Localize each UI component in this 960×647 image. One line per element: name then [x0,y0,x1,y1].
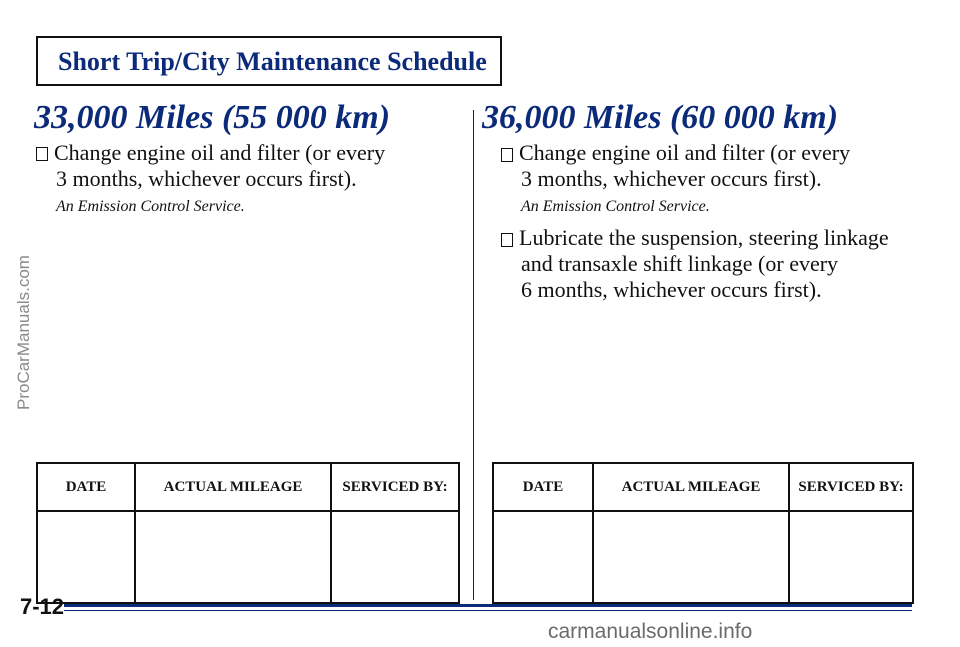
mileage-header: ACTUAL MILEAGE [135,463,331,511]
page-number: 7-12 [20,594,65,619]
column-divider [473,110,474,600]
left-item-1-line1: Change engine oil and filter (or every [54,140,386,165]
serviced-by-header: SERVICED BY: [331,463,459,511]
right-item-2-line1: Lubricate the suspension, steering linkage [519,225,889,250]
right-item-1-line2: 3 months, whichever occurs first). [521,166,822,191]
left-section-title: 33,000 Miles (55 000 km) [34,99,391,136]
side-watermark: ProCarManuals.com [14,255,33,410]
date-header: DATE [493,463,593,511]
right-item-1-line1: Change engine oil and filter (or every [519,140,851,165]
footer-rule-thin [64,610,912,611]
date-cell[interactable] [493,511,593,603]
left-item-1-note: An Emission Control Service. [56,198,245,215]
site-watermark: carmanualsonline.info [548,620,753,643]
page-title: Short Trip/City Maintenance Schedule [58,47,487,76]
mileage-cell[interactable] [135,511,331,603]
mileage-cell[interactable] [593,511,789,603]
left-item-1-line2: 3 months, whichever occurs first). [56,166,357,191]
right-item-1-note: An Emission Control Service. [521,198,710,215]
serviced-by-cell[interactable] [789,511,913,603]
date-header: DATE [37,463,135,511]
checkbox[interactable] [36,147,48,161]
serviced-by-header: SERVICED BY: [789,463,913,511]
serviced-by-cell[interactable] [331,511,459,603]
left-service-table [36,462,460,604]
checkbox[interactable] [501,233,513,247]
right-service-table [492,462,914,604]
right-section-title: 36,000 Miles (60 000 km) [482,99,839,136]
date-cell[interactable] [37,511,135,603]
mileage-header: ACTUAL MILEAGE [593,463,789,511]
right-item-2-line2: and transaxle shift linkage (or every [521,251,839,276]
checkbox[interactable] [501,148,513,162]
right-item-2-line3: 6 months, whichever occurs first). [521,277,822,302]
footer-rule [64,604,912,607]
